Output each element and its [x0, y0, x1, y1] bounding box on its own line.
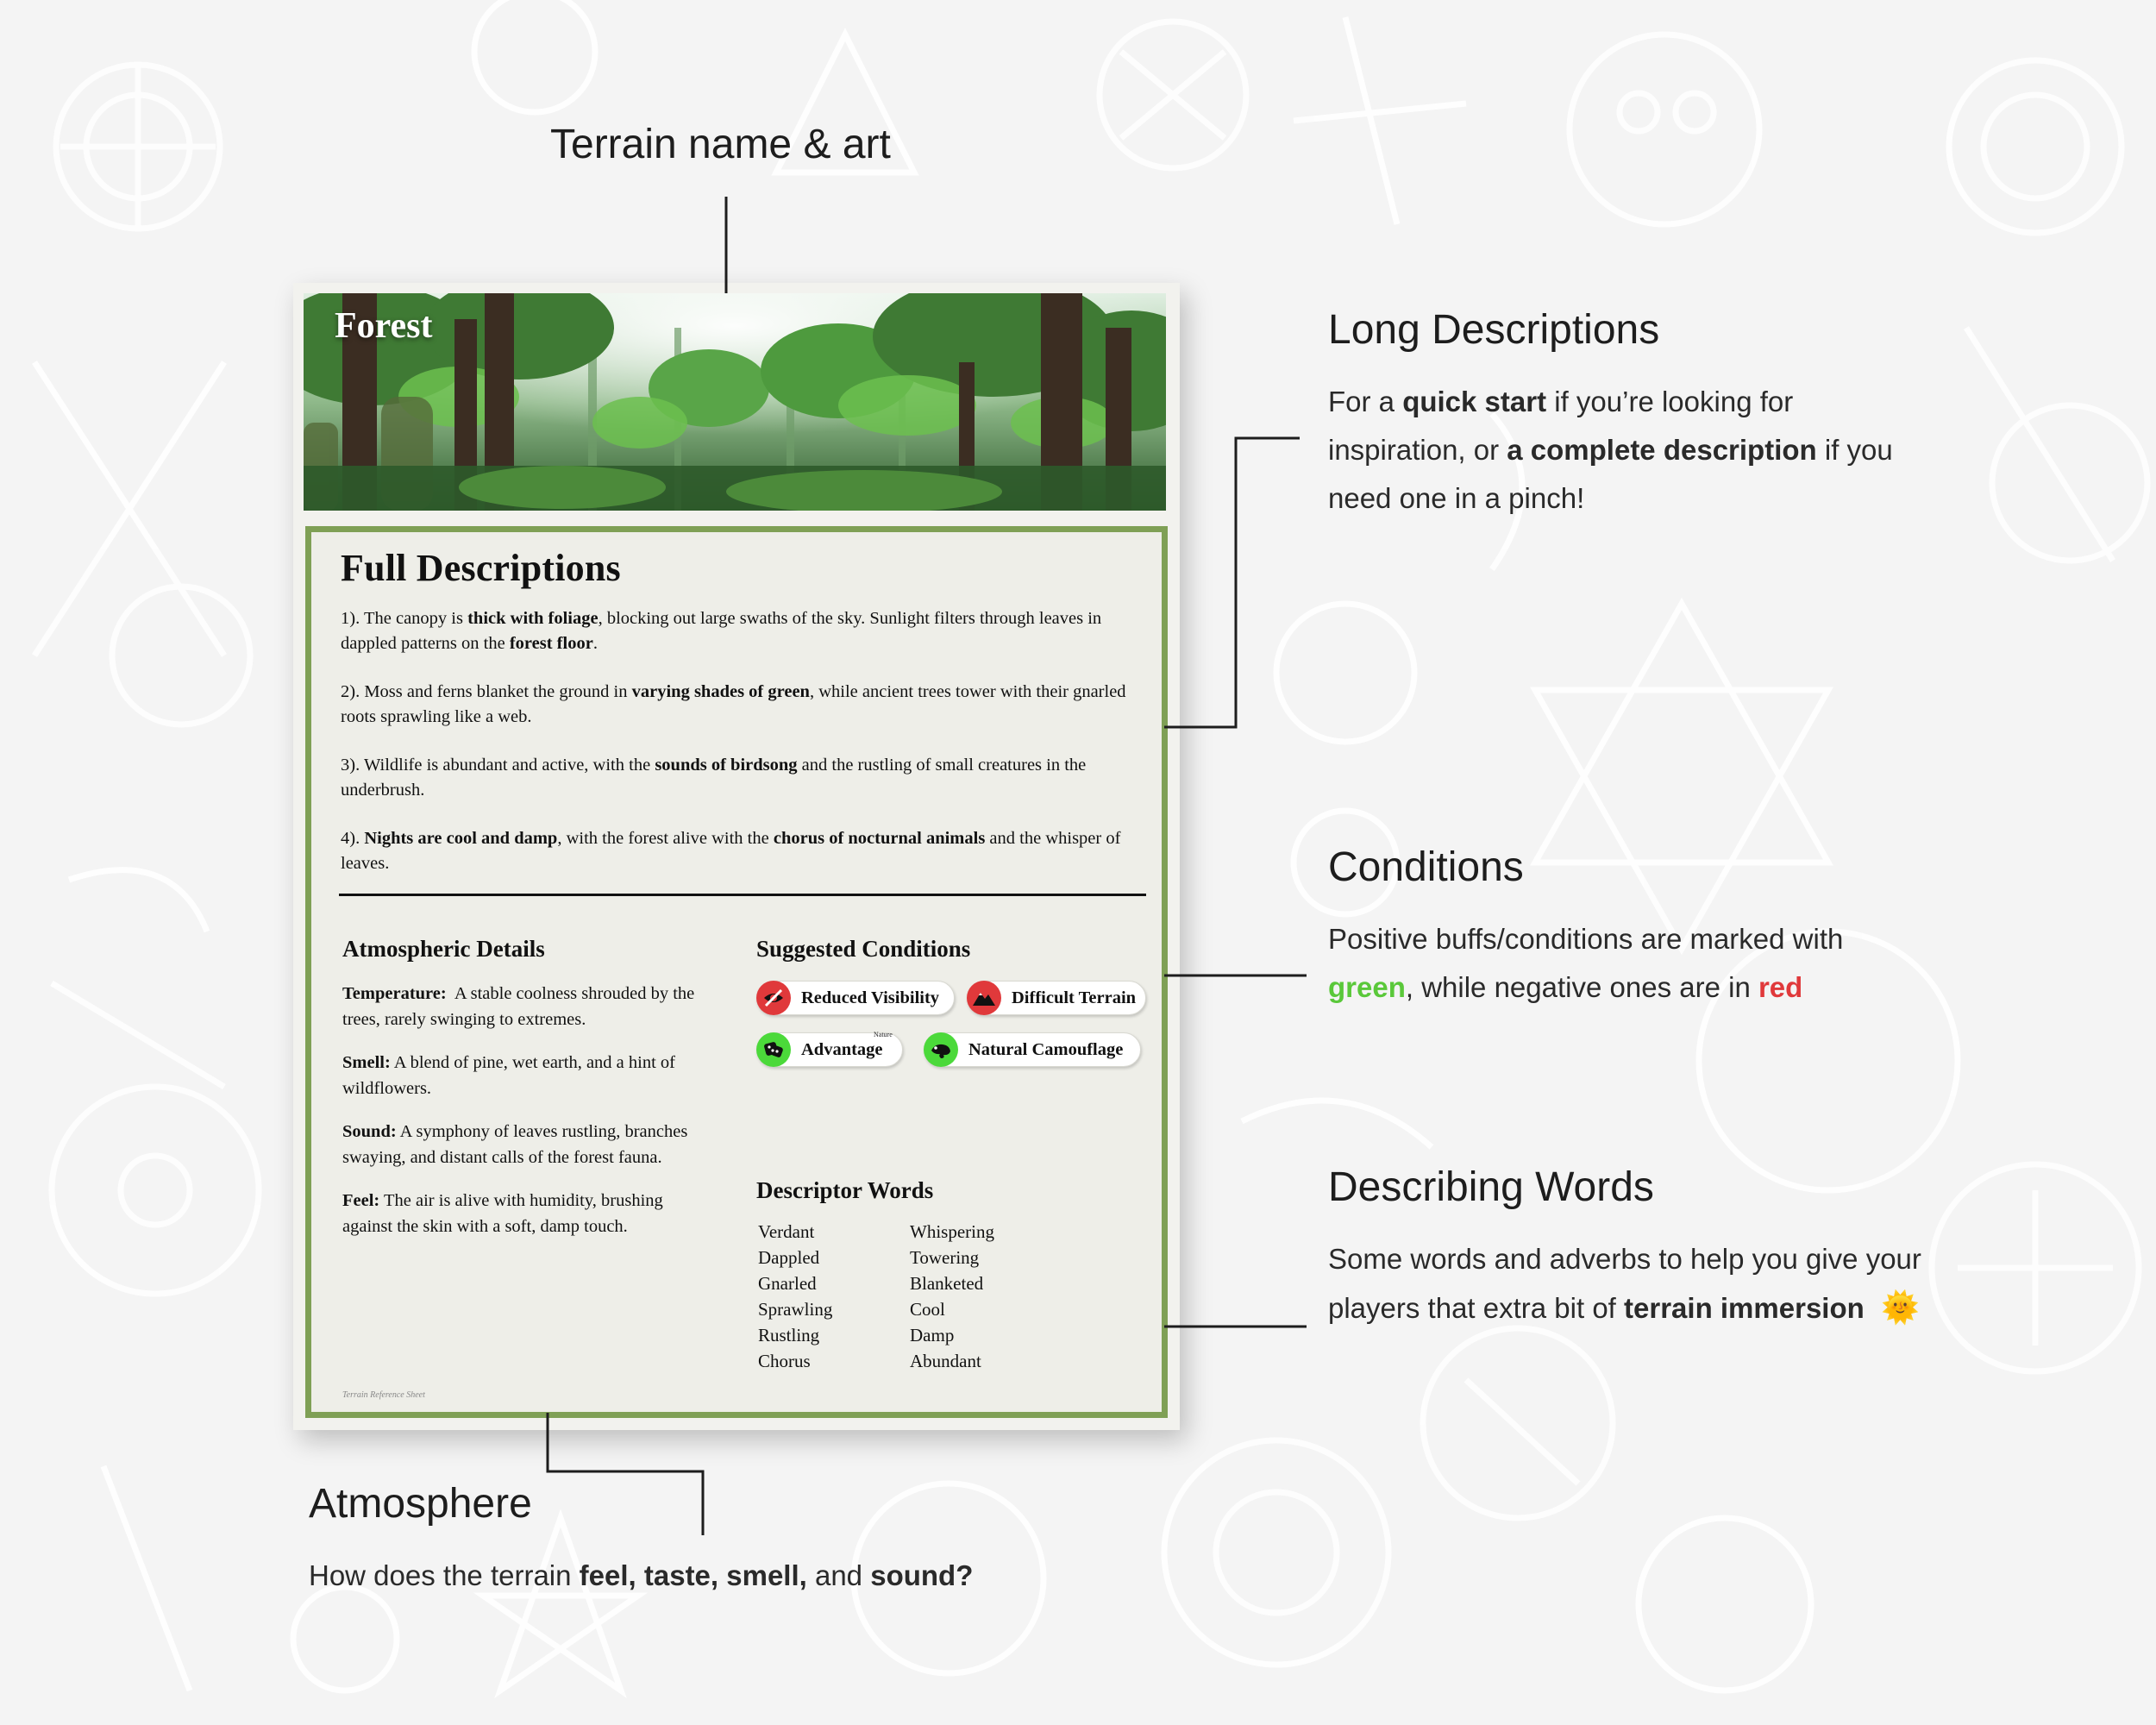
atmosphere-item-smell: Smell: A blend of pine, wet earth, and a hint of wildflowers. — [342, 1053, 675, 1098]
negative-color-word: red — [1758, 970, 1803, 1003]
advantage-note: Nature — [874, 1031, 893, 1038]
callout-describing-words — [1328, 1165, 1932, 1333]
condition-chip-natural-camouflage — [924, 1032, 1141, 1067]
dice-icon — [756, 1032, 791, 1067]
descriptor-word: Towering — [910, 1247, 980, 1268]
positive-color-word: green — [1328, 970, 1406, 1003]
forest-illustration — [304, 293, 1166, 511]
condition-chip-difficult-terrain — [967, 981, 1146, 1015]
callout-conditions — [1328, 845, 1932, 1012]
condition-label: Natural Camouflage — [968, 1039, 1124, 1059]
description-item: 1). The canopy is thick with foliage, blocking out large swaths of the sky. Sunlight filters through leaves in dappled patterns on the forest floor. — [341, 609, 1102, 653]
callout-atmosphere — [309, 1482, 1085, 1600]
descriptor-word: Blanketed — [910, 1273, 984, 1294]
full-descriptions-list — [341, 606, 1151, 900]
atmosphere-item-temperature: Temperature: A stable coolness shrouded by the trees, rarely swinging to extremes. — [342, 984, 699, 1029]
atmospheric-details-title: Atmospheric Details — [342, 936, 545, 962]
atmospheric-details-list — [342, 981, 713, 1257]
terrain-name: Forest — [335, 306, 433, 346]
description-item: 4). Nights are cool and damp, with the forest alive with the chorus of nocturnal animals and the whisper of leaves. — [341, 829, 1121, 873]
callout-title: Long Descriptions — [1328, 307, 1660, 353]
full-descriptions-title: Full Descriptions — [341, 547, 621, 589]
chameleon-icon — [924, 1032, 958, 1067]
eye-slash-icon — [756, 981, 791, 1015]
descriptor-words-column-2 — [910, 1219, 994, 1374]
description-item: 2). Moss and ferns blanket the ground in varying shades of green, while ancient trees tower with their gnarled roots sprawling like a web. — [341, 682, 1126, 726]
descriptor-word: Gnarled — [758, 1273, 817, 1294]
section-divider — [339, 894, 1146, 896]
suggested-conditions-title: Suggested Conditions — [756, 936, 971, 962]
sheet-footer-note: Terrain Reference Sheet — [342, 1390, 425, 1400]
mountain-icon — [967, 981, 1001, 1015]
descriptor-word: Damp — [910, 1325, 955, 1346]
description-item: 3). Wildlife is abundant and active, with the sounds of birdsong and the rustling of small creatures in the underbrush. — [341, 756, 1087, 800]
terrain-reference-sheet — [293, 283, 1180, 1430]
callout-text: Positive buffs/conditions are marked with green, while negative ones are in red — [1328, 922, 1844, 1003]
descriptor-word: Chorus — [758, 1351, 811, 1371]
callout-text: Some words and adverbs to help you give your players that extra bit of terrain immersion 🌞 — [1328, 1242, 1921, 1325]
descriptor-word: Abundant — [910, 1351, 981, 1371]
description-card — [305, 526, 1168, 1418]
descriptor-word: Sprawling — [758, 1299, 833, 1320]
condition-label: Difficult Terrain — [1012, 988, 1137, 1007]
callout-title: Terrain name & art — [550, 122, 891, 167]
callout-title: Atmosphere — [309, 1481, 532, 1527]
terrain-banner-art — [304, 293, 1166, 511]
sun-emoji-icon: 🌞 — [1880, 1289, 1920, 1325]
callout-long-descriptions — [1328, 308, 1932, 523]
descriptor-word: Dappled — [758, 1247, 820, 1268]
condition-chip-reduced-visibility — [756, 981, 955, 1015]
callout-title: Describing Words — [1328, 1164, 1654, 1210]
descriptor-words-column-1 — [758, 1219, 832, 1374]
descriptor-word: Verdant — [758, 1221, 815, 1242]
callout-text: For a quick start if you’re looking for inspiration, or a complete description if you need one in a pinch! — [1328, 385, 1893, 514]
condition-label: Advantage — [801, 1039, 883, 1059]
descriptor-word: Whispering — [910, 1221, 994, 1242]
callout-text: How does the terrain feel, taste, smell, and sound? — [309, 1559, 974, 1591]
condition-label: Reduced Visibility — [801, 988, 940, 1007]
atmosphere-item-sound: Sound: A symphony of leaves rustling, branches swaying, and distant calls of the forest fauna. — [342, 1122, 688, 1167]
descriptor-word: Cool — [910, 1299, 945, 1320]
atmosphere-item-feel: Feel: The air is alive with humidity, brushing against the skin with a soft, damp touch. — [342, 1191, 663, 1236]
descriptor-words-title: Descriptor Words — [756, 1177, 934, 1203]
callout-title: Conditions — [1328, 844, 1524, 890]
descriptor-word: Rustling — [758, 1325, 820, 1346]
callout-terrain-name-art — [550, 122, 891, 168]
